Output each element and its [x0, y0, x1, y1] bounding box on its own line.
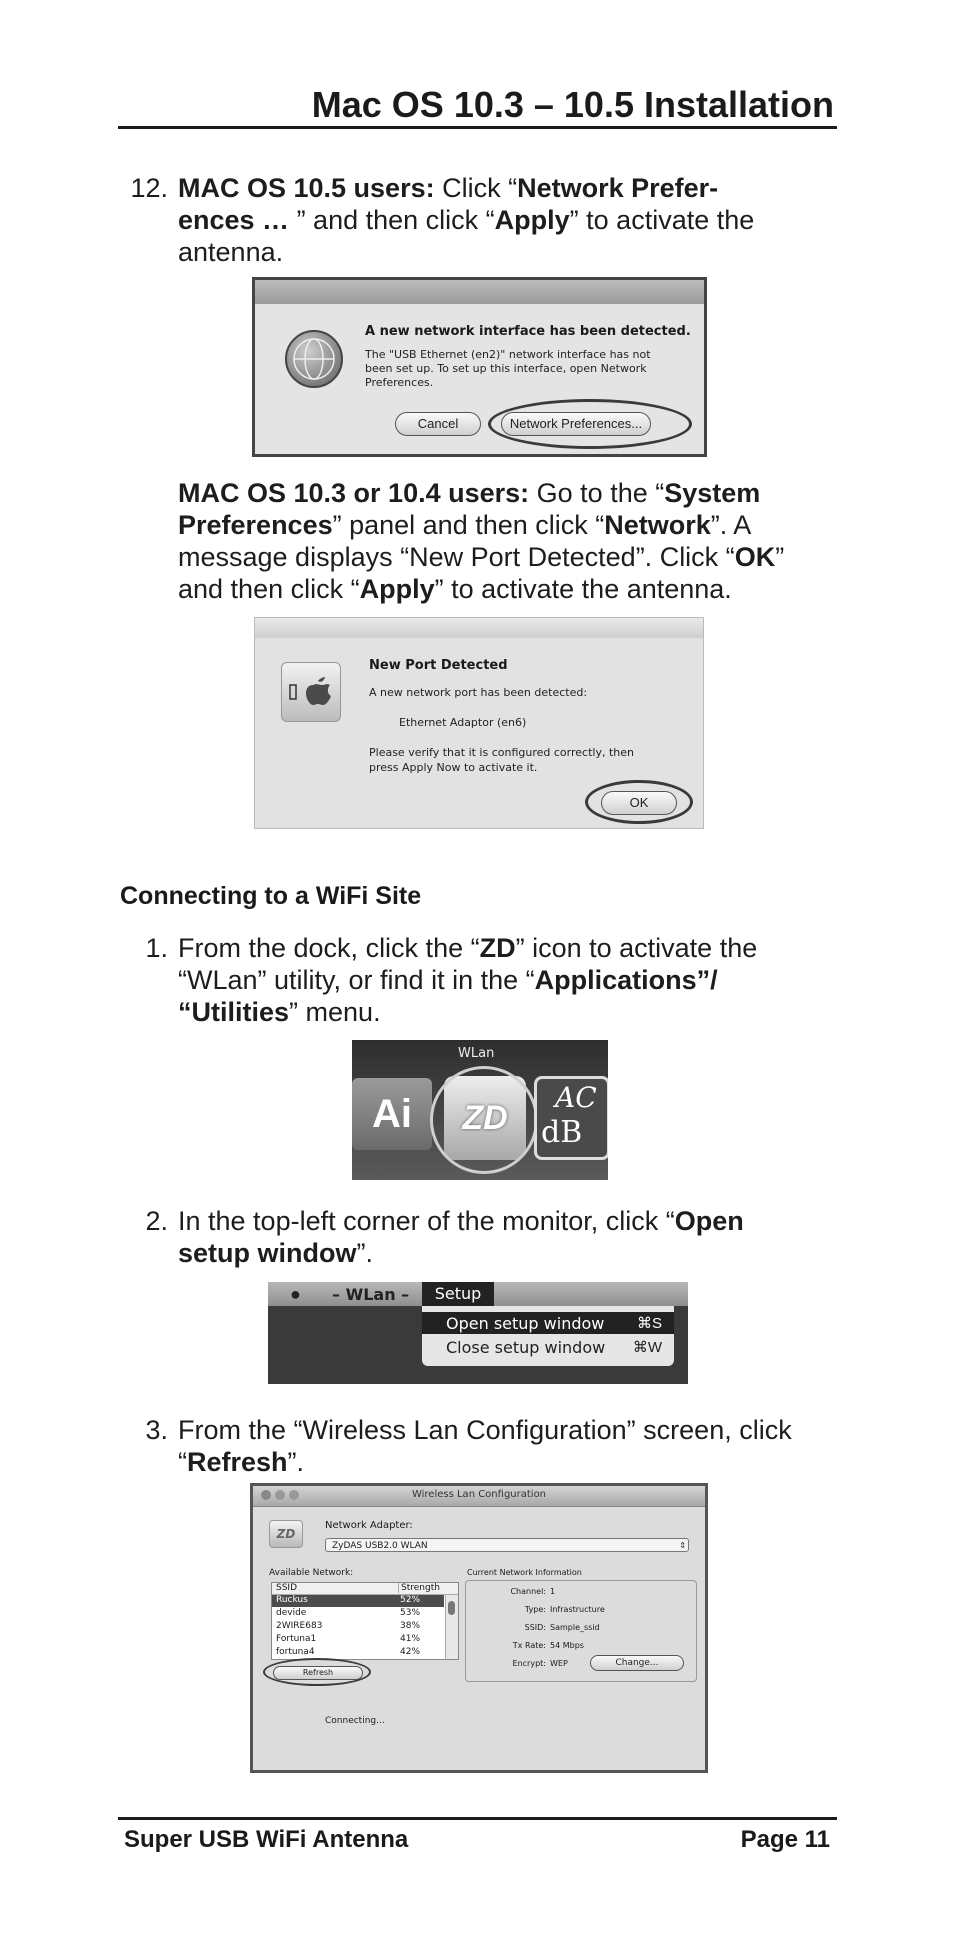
- channel-value: 1: [550, 1587, 556, 1596]
- cancel-button[interactable]: Cancel: [395, 412, 481, 436]
- dialog-line: press Apply Now to activate it.: [369, 761, 538, 774]
- dialog-title: A new network interface has been detected.: [365, 324, 691, 339]
- footer-product-name: Super USB WiFi Antenna: [124, 1826, 409, 1853]
- text-bold: setup window: [178, 1238, 357, 1268]
- dialog-titlebar: [255, 280, 704, 304]
- network-preferences-button[interactable]: Network Preferences...: [501, 412, 651, 436]
- setup-menu[interactable]: Setup: [422, 1282, 494, 1306]
- dock-tooltip-label: WLan: [458, 1046, 495, 1061]
- footer-page-number: Page 11: [740, 1826, 830, 1853]
- info-group-title: Current Network Information: [467, 1568, 582, 1577]
- text-bold: System: [664, 478, 761, 508]
- network-globe-icon: [285, 330, 343, 388]
- window-title: Wireless Lan Configuration: [411, 1489, 547, 1500]
- ok-button[interactable]: OK: [601, 791, 677, 815]
- text-bold: Preferences: [178, 510, 333, 540]
- row-strength: 38%: [400, 1621, 421, 1631]
- text: “: [178, 1447, 187, 1477]
- section-heading: Connecting to a WiFi Site: [120, 882, 422, 910]
- text: ”. A: [710, 510, 752, 540]
- acdb-bottom-text: dB: [541, 1115, 583, 1150]
- dialog-message: The "USB Ethernet (en2)" network interface has not been set up. To set up this interface, open Network Preferences.: [365, 348, 651, 389]
- text: ”.: [356, 1238, 373, 1268]
- acdb-icon[interactable]: [534, 1076, 608, 1160]
- text-bold: Applications”/: [534, 965, 718, 995]
- step-number: 3.: [145, 1415, 168, 1445]
- os105-label: MAC OS 10.5 users:: [178, 173, 435, 203]
- text: In the top-left corner of the monitor, click “: [178, 1206, 675, 1236]
- text: ” panel and then click “: [332, 510, 605, 540]
- setup-dropdown: [422, 1306, 674, 1366]
- highlight-circle: [263, 1658, 371, 1686]
- adapter-select[interactable]: [325, 1538, 689, 1552]
- row-ssid: Ruckus: [276, 1595, 308, 1605]
- text: Click “: [434, 173, 518, 203]
- text: ” and then click “: [296, 205, 495, 235]
- type-value: Infrastructure: [550, 1605, 605, 1614]
- shortcut-label: ⌘S: [636, 1315, 662, 1332]
- encrypt-value: WEP: [550, 1659, 568, 1668]
- dialog-titlebar: [255, 618, 703, 638]
- menu-screenshot: [268, 1282, 688, 1384]
- open-setup-window-item[interactable]: Open setup window: [446, 1314, 605, 1333]
- window-titlebar: [253, 1486, 705, 1507]
- type-label: Type:: [524, 1605, 546, 1614]
- table-row[interactable]: [272, 1608, 444, 1620]
- text-bold: Network Prefer-: [517, 173, 719, 203]
- dialog-line: A new network port has been detected:: [369, 686, 588, 699]
- text: message displays “New Port Detected”. Click “: [178, 542, 735, 572]
- network-table[interactable]: [271, 1582, 459, 1660]
- step-number: 2.: [145, 1206, 168, 1236]
- table-header: [272, 1583, 458, 1595]
- new-port-dialog: [254, 617, 704, 829]
- text-bold: Refresh: [187, 1447, 288, 1477]
- text: and then click “: [178, 574, 360, 604]
- step-12-legacy: [178, 477, 838, 605]
- scrollbar-thumb[interactable]: [448, 1601, 455, 1615]
- row-strength: 42%: [400, 1647, 421, 1657]
- wireless-lan-config-window: [250, 1483, 708, 1773]
- text-bold: ZD: [479, 933, 516, 963]
- text: ” menu.: [289, 997, 381, 1027]
- highlight-circle: [488, 399, 692, 449]
- change-button[interactable]: Change...: [590, 1655, 684, 1671]
- text-bold: Apply: [359, 574, 435, 604]
- ssid-value: Sample_ssid: [550, 1623, 600, 1632]
- table-row[interactable]: [272, 1634, 444, 1646]
- text: “WLan” utility, or find it in the “: [178, 965, 535, 995]
- header-divider: [118, 126, 837, 129]
- text-bold: ences …: [178, 205, 297, 235]
- network-info-group: [465, 1580, 697, 1682]
- text: ”.: [287, 1447, 305, 1477]
- row-strength: 53%: [400, 1608, 421, 1618]
- text: antenna.: [178, 237, 284, 267]
- refresh-button[interactable]: Refresh: [273, 1666, 363, 1680]
- text: From the “Wireless Lan Configuration” screen, click: [178, 1415, 792, 1445]
- table-row[interactable]: [272, 1621, 444, 1633]
- encrypt-label: Encrypt:: [512, 1659, 546, 1668]
- adapter-label: Network Adapter:: [325, 1520, 413, 1531]
- row-ssid: fortuna4: [276, 1647, 315, 1657]
- text: ” to activate the antenna.: [434, 574, 732, 604]
- apple-menu-icon[interactable]: ●: [290, 1284, 301, 1304]
- table-row[interactable]: [272, 1595, 444, 1607]
- row-ssid: devide: [276, 1608, 307, 1618]
- dialog-line: Please verify that it is configured correctly, then: [369, 746, 634, 759]
- row-ssid: 2WIRE683: [276, 1621, 323, 1631]
- text: Go to the “: [529, 478, 665, 508]
- text-bold: Open: [674, 1206, 744, 1236]
- tx-rate-label: Tx Rate:: [512, 1641, 546, 1650]
- highlight-circle: [430, 1066, 538, 1174]
- os103-label: MAC OS 10.3 or 10.4 users:: [178, 478, 530, 508]
- footer-divider: [118, 1817, 837, 1820]
- channel-label: Channel:: [510, 1587, 546, 1596]
- zd-wlan-icon[interactable]: ZD: [444, 1076, 526, 1160]
- shortcut-label: ⌘W: [632, 1339, 662, 1356]
- app-menu[interactable]: – WLan –: [332, 1285, 410, 1304]
- highlight-circle: [585, 780, 693, 824]
- text: ” to activate the: [569, 205, 755, 235]
- dialog-port-name: Ethernet Adaptor (en6): [399, 716, 527, 729]
- close-setup-window-item[interactable]: Close setup window: [446, 1338, 606, 1357]
- table-row[interactable]: [272, 1647, 444, 1659]
- row-strength: 52%: [400, 1595, 421, 1605]
- text: ”: [775, 542, 785, 572]
- text-bold: Network: [604, 510, 711, 540]
- table-scrollbar[interactable]: [445, 1595, 458, 1659]
- dock-screenshot: [352, 1040, 608, 1180]
- connection-status: Connecting...: [325, 1716, 385, 1726]
- tx-rate-value: 54 Mbps: [550, 1641, 584, 1650]
- available-network-label: Available Network:: [269, 1568, 354, 1578]
- zd-app-icon: ZD: [269, 1520, 303, 1548]
- page-header-title: Mac OS 10.3 – 10.5 Installation: [311, 84, 834, 125]
- chevron-updown-icon: ⇕: [679, 1541, 686, 1550]
- text: ” icon to activate the: [515, 933, 758, 963]
- dialog-title: New Port Detected: [369, 658, 508, 673]
- text: From the dock, click the “: [178, 933, 480, 963]
- step-number: 12.: [130, 173, 168, 203]
- adapter-value: ZyDAS USB2.0 WLAN: [332, 1541, 428, 1551]
- ssid-label: SSID:: [524, 1623, 546, 1632]
- step-number: 1.: [145, 933, 168, 963]
- network-prefs-icon: [281, 662, 341, 722]
- col-strength-header[interactable]: Strength: [398, 1583, 440, 1593]
- col-ssid-header[interactable]: SSID: [276, 1583, 298, 1593]
- text-bold: OK: [734, 542, 776, 572]
- text-bold: “Utilities: [178, 997, 290, 1027]
- illustrator-icon[interactable]: Ai: [352, 1078, 432, 1150]
- text-bold: Apply: [494, 205, 570, 235]
- row-ssid: Fortuna1: [276, 1634, 317, 1644]
- row-strength: 41%: [400, 1634, 421, 1644]
- acdb-top-text: AC: [555, 1081, 597, 1114]
- network-interface-dialog: [252, 277, 707, 457]
